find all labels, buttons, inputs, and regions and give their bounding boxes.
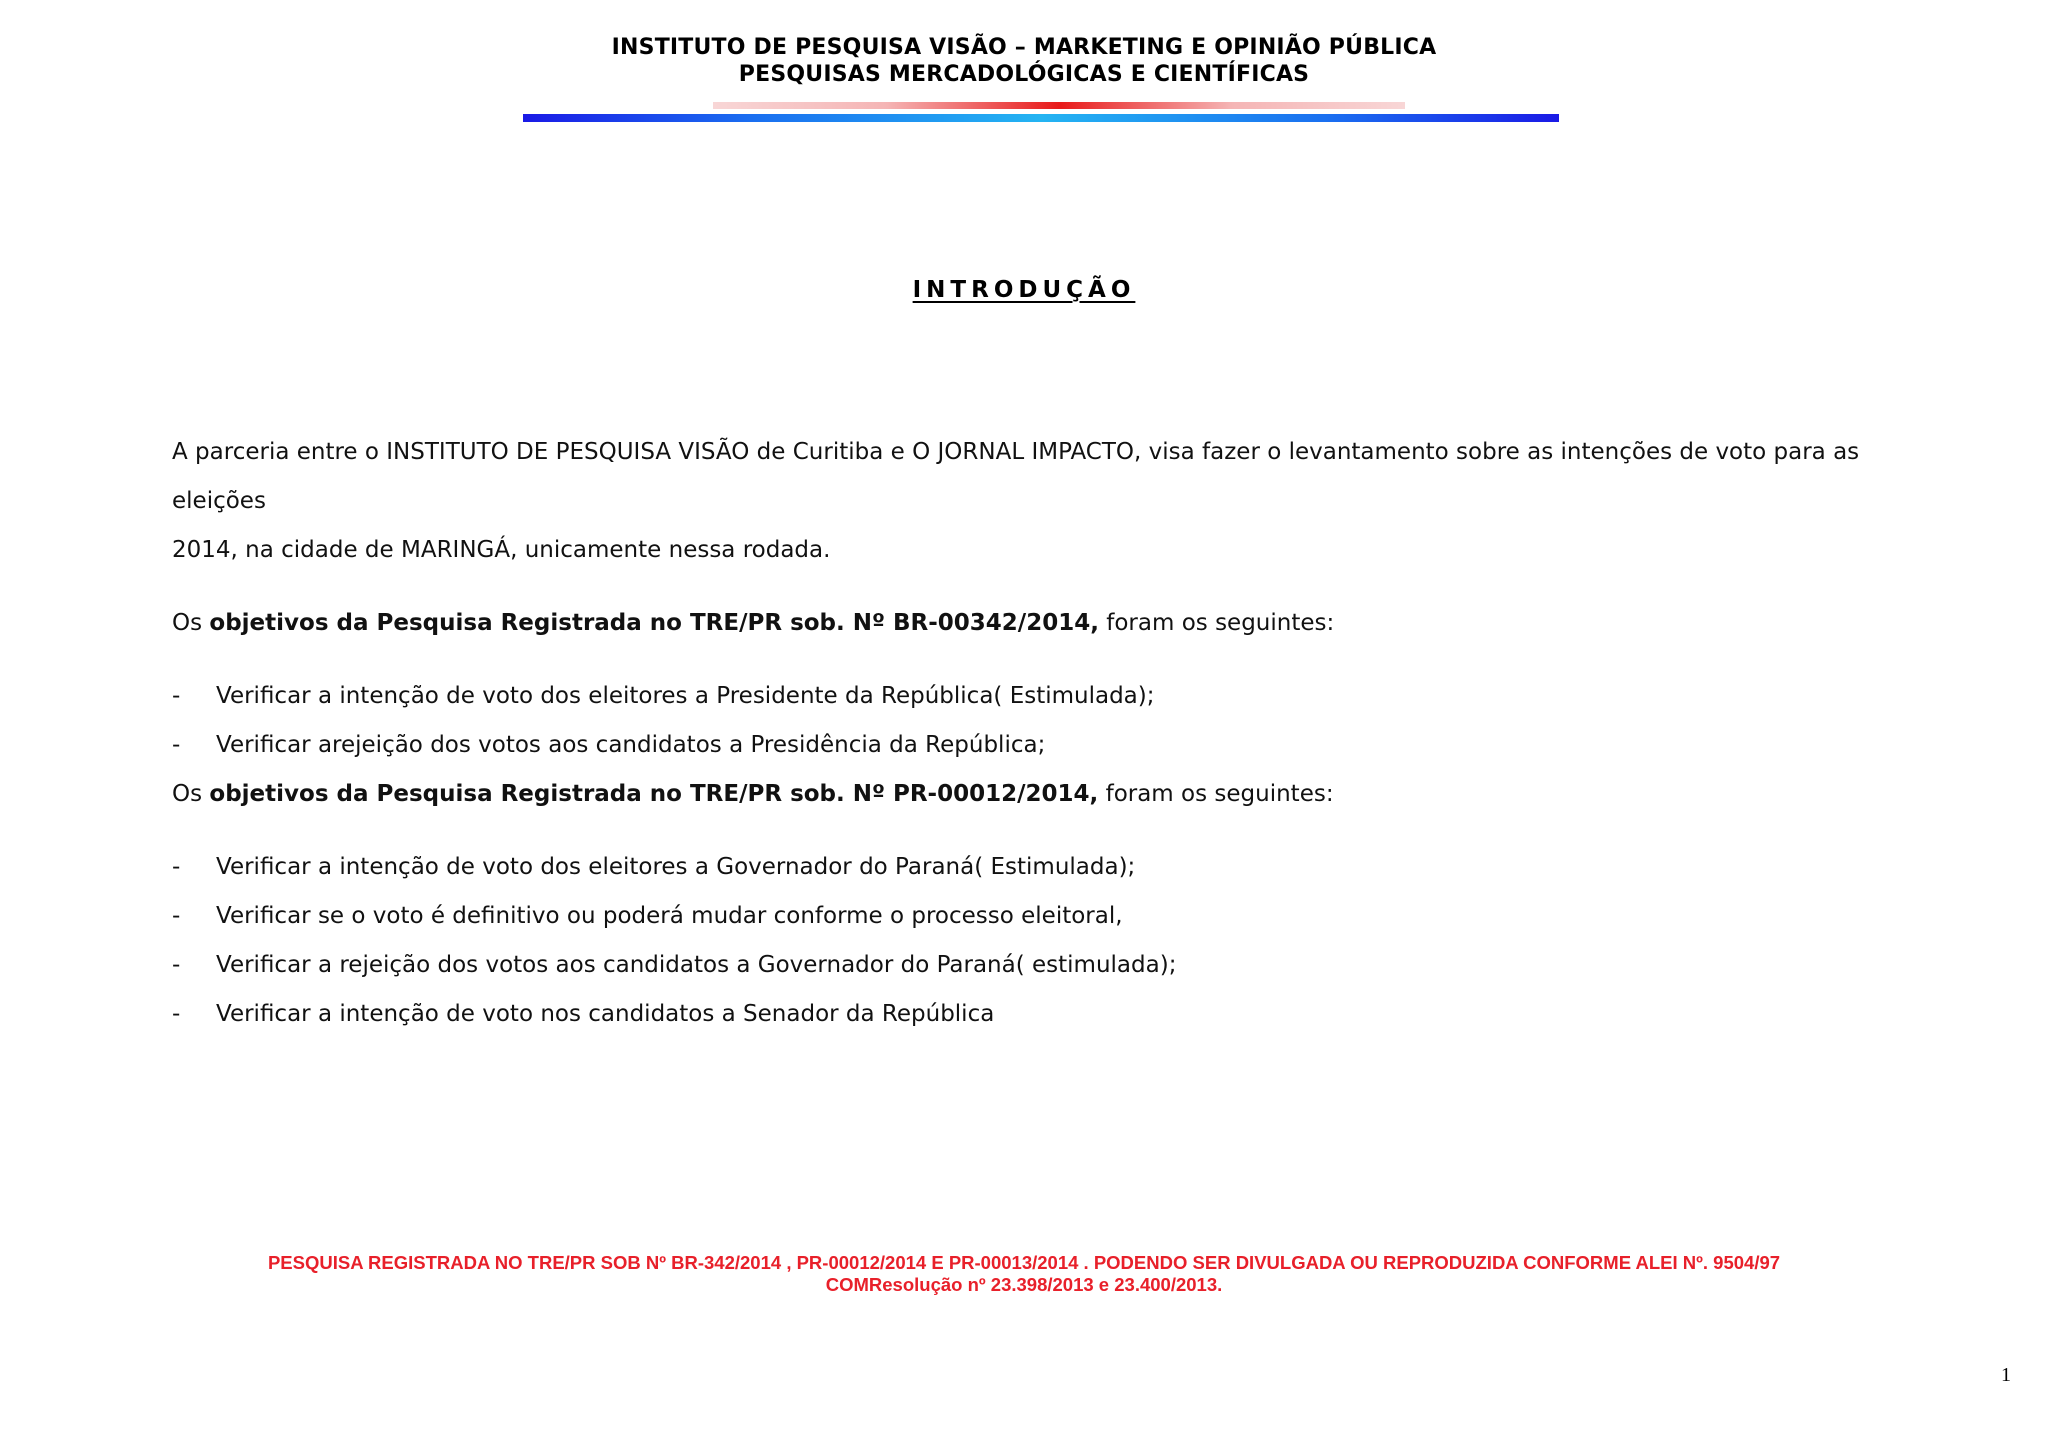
bullet-dash: -: [172, 903, 181, 929]
footer-line-2: COMResolução nº 23.398/2013 e 23.400/2013.: [825, 1274, 1223, 1295]
list-item: [172, 843, 1892, 892]
list-item-text: Verificar se o voto é definitivo ou poderá mudar conforme o processo eleitoral,: [216, 903, 1123, 929]
bullet-dash: -: [172, 683, 181, 709]
objectives-suffix: foram os seguintes:: [1098, 610, 1335, 636]
intro-line-1: A parceria entre o INSTITUTO DE PESQUISA VISÃO de Curitiba e O JORNAL IMPACTO, visa fazer o levantamento sobre as intenções de voto para as eleições: [172, 439, 1860, 514]
list-item: [172, 941, 1892, 990]
objectives-heading-2: [172, 770, 1892, 819]
bullet-dash: -: [172, 952, 181, 978]
list-item: [172, 721, 1892, 770]
objectives-prefix: Os: [172, 781, 210, 807]
list-item-text: Verificar a rejeição dos votos aos candidatos a Governador do Paraná( estimulada);: [216, 952, 1177, 978]
objectives-suffix: foram os seguintes:: [1098, 781, 1334, 807]
list-item-text: Verificar a intenção de voto nos candidatos a Senador da República: [216, 1001, 995, 1027]
footer-line-1: PESQUISA REGISTRADA NO TRE/PR SOB Nº BR-342/2014 , PR-00012/2014 E PR-00013/2014 . PODENDO SER DIVULGADA OU REPRODUZIDA CONFORME ALEI Nº. 9504/97: [267, 1252, 1781, 1273]
objectives-heading-1: [172, 599, 1892, 648]
objectives-registration: objetivos da Pesquisa Registrada no TRE/PR sob. Nº BR-00342/2014,: [209, 610, 1099, 636]
header-institute-name: INSTITUTO DE PESQUISA VISÃO – MARKETING E OPINIÃO PÚBLICA: [611, 35, 1437, 60]
bullet-dash: -: [172, 854, 181, 880]
header-divider-blue: [523, 114, 1559, 122]
section-title: [0, 277, 2048, 303]
registration-footer: [0, 1252, 2048, 1296]
list-item-text: Verificar a intenção de voto dos eleitores a Governador do Paraná( Estimulada);: [216, 854, 1136, 880]
document-body: [172, 428, 1892, 1039]
section-title-text: INTRODUÇÃO: [912, 277, 1136, 303]
list-item: [172, 672, 1892, 721]
intro-line-2: 2014, na cidade de MARINGÁ, unicamente nessa rodada.: [172, 537, 831, 563]
document-header: [0, 34, 2048, 88]
objectives-prefix: Os: [172, 610, 210, 636]
header-divider-red: [713, 102, 1405, 109]
list-item: [172, 892, 1892, 941]
list-item-text: Verificar arejeição dos votos aos candidatos a Presidência da República;: [216, 732, 1046, 758]
page-number: 1: [2001, 1364, 2011, 1386]
header-subtitle: PESQUISAS MERCADOLÓGICAS E CIENTÍFICAS: [738, 62, 1310, 87]
objectives-registration: objetivos da Pesquisa Registrada no TRE/PR sob. Nº PR-00012/2014,: [209, 781, 1099, 807]
bullet-dash: -: [172, 1001, 181, 1027]
list-item-text: Verificar a intenção de voto dos eleitores a Presidente da República( Estimulada);: [216, 683, 1155, 709]
list-item: [172, 990, 1892, 1039]
bullet-dash: -: [172, 732, 181, 758]
